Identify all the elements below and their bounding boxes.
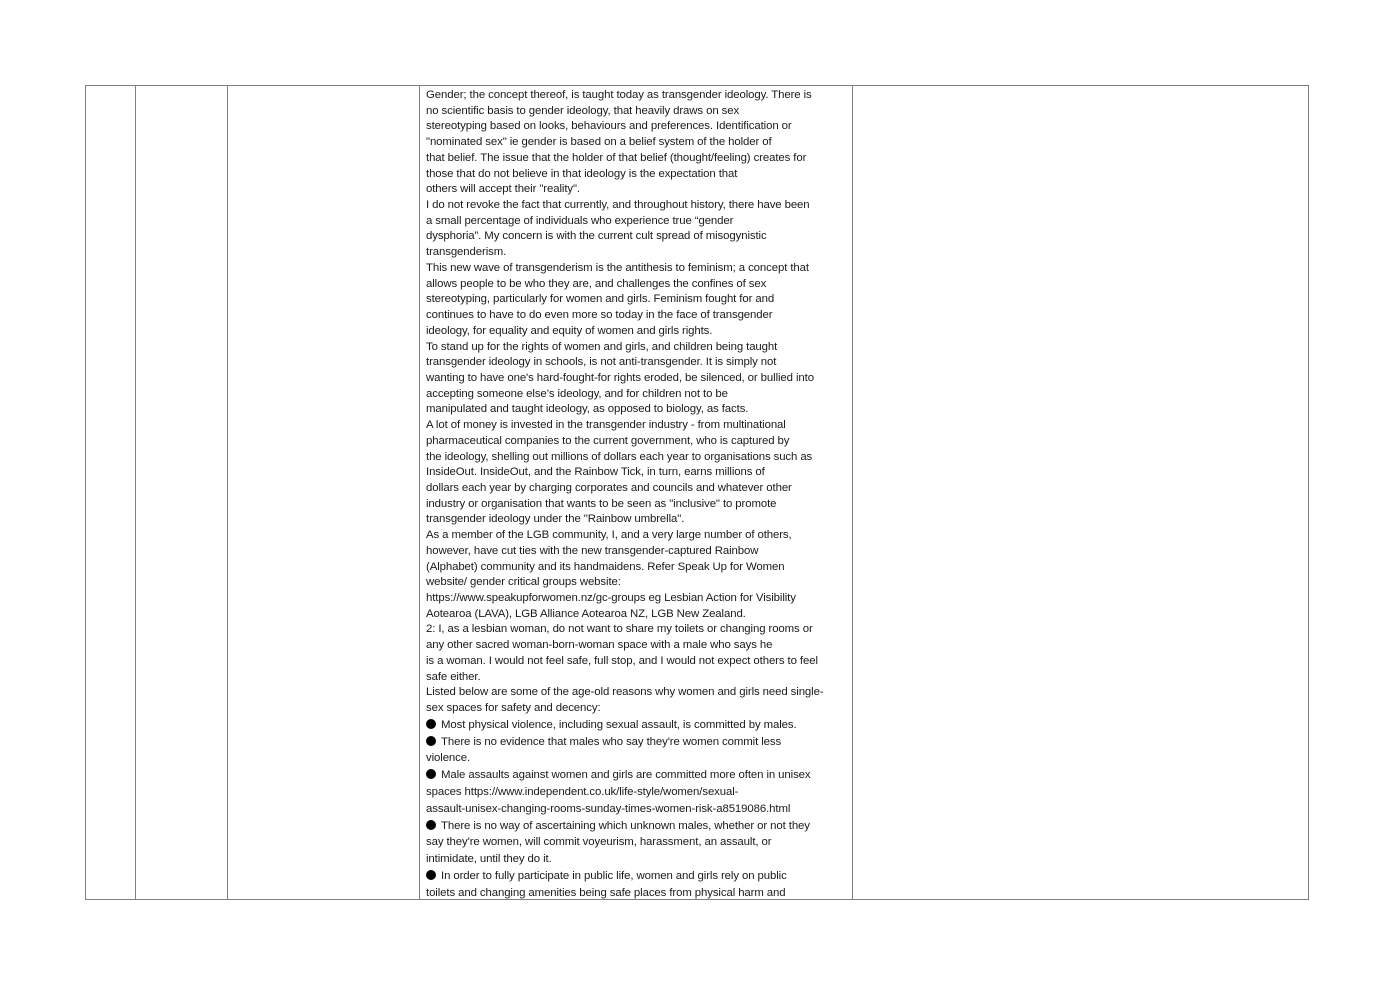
text-line: Aotearoa (LAVA), LGB Alliance Aotearoa NZ, LGB New Zealand. bbox=[426, 607, 746, 620]
table-column-5 bbox=[853, 86, 1308, 899]
bullet-icon bbox=[426, 736, 436, 746]
text-line: manipulated and taught ideology, as opposed to biology, as facts. bbox=[426, 403, 749, 416]
bullet-text: intimidate, until they do it. bbox=[426, 853, 552, 866]
text-line: continues to have to do even more so today in the face of transgender bbox=[426, 309, 773, 322]
bullet-text: In order to fully participate in public life, women and girls rely on public bbox=[441, 869, 787, 882]
document-table bbox=[85, 85, 1309, 900]
list-item bbox=[426, 818, 846, 868]
table-column-3 bbox=[228, 86, 420, 899]
bullet-text: Male assaults against women and girls are committed more often in unisex bbox=[441, 769, 811, 782]
list-item bbox=[426, 868, 846, 899]
bullet-text: Most physical violence, including sexual assault, is committed by males. bbox=[441, 718, 797, 731]
text-line: the ideology, shelling out millions of dollars each year to organisations such as bbox=[426, 450, 813, 463]
bullet-text: violence. bbox=[426, 752, 471, 765]
submission-text-cell bbox=[420, 86, 853, 899]
paragraph-lines bbox=[426, 88, 846, 717]
text-line: however, have cut ties with the new transgender-captured Rainbow bbox=[426, 544, 759, 557]
bullet-text: There is no evidence that males who say they're women commit less bbox=[441, 735, 782, 748]
text-line: sex spaces for safety and decency: bbox=[426, 702, 601, 715]
text-line: is a woman. I would not feel safe, full stop, and I would not expect others to feel bbox=[426, 654, 818, 667]
list-item bbox=[426, 717, 846, 734]
text-line: transgender ideology under the "Rainbow umbrella". bbox=[426, 513, 685, 526]
text-line: website/ gender critical groups website: bbox=[426, 576, 621, 589]
text-line: that belief. The issue that the holder of that belief (thought/feeling) creates for bbox=[426, 151, 807, 164]
text-line: safe either. bbox=[426, 670, 481, 683]
text-line: allows people to be who they are, and challenges the confines of sex bbox=[426, 277, 767, 290]
table-column-2 bbox=[136, 86, 228, 899]
text-line: "nominated sex" ie gender is based on a belief system of the holder of bbox=[426, 136, 772, 149]
bullet-text: say they're women, will commit voyeurism, harassment, an assault, or bbox=[426, 836, 772, 849]
text-line: 2: I, as a lesbian woman, do not want to share my toilets or changing rooms or bbox=[426, 623, 813, 636]
text-line: stereotyping based on looks, behaviours and preferences. Identification or bbox=[426, 120, 792, 133]
list-item bbox=[426, 767, 846, 817]
text-line: Listed below are some of the age-old reasons why women and girls need single- bbox=[426, 686, 824, 699]
text-line: (Alphabet) community and its handmaidens. Refer Speak Up for Women bbox=[426, 560, 785, 573]
text-line: dollars each year by charging corporates and councils and whatever other bbox=[426, 481, 792, 494]
text-line: ideology, for equality and equity of women and girls rights. bbox=[426, 324, 713, 337]
bullet-text: There is no way of ascertaining which unknown males, whether or not they bbox=[441, 819, 810, 832]
list-item bbox=[426, 734, 846, 768]
text-line: To stand up for the rights of women and girls, and children being taught bbox=[426, 340, 778, 353]
text-line: I do not revoke the fact that currently, and throughout history, there have been bbox=[426, 199, 810, 212]
text-line: https://www.speakupforwomen.nz/gc-groups eg Lesbian Action for Visibility bbox=[426, 592, 796, 604]
text-line: wanting to have one's hard-fought-for rights eroded, be silenced, or bullied into bbox=[426, 371, 814, 384]
text-line: transgenderism. bbox=[426, 246, 507, 259]
text-line: a small percentage of individuals who experience true “gender bbox=[426, 214, 734, 227]
text-line: As a member of the LGB community, I, and a very large number of others, bbox=[426, 529, 792, 542]
text-line: pharmaceutical companies to the current government, who is captured by bbox=[426, 434, 790, 447]
text-line: others will accept their "reality". bbox=[426, 183, 580, 196]
bullet-icon bbox=[426, 719, 436, 729]
bullet-icon bbox=[426, 870, 436, 880]
bullet-list bbox=[426, 717, 846, 899]
bullet-text: toilets and changing amenities being safe places from physical harm and bbox=[426, 886, 786, 899]
text-line: A lot of money is invested in the transgender industry - from multinational bbox=[426, 419, 786, 432]
text-line: Gender; the concept thereof, is taught today as transgender ideology. There is bbox=[426, 89, 812, 101]
table-column-1 bbox=[86, 86, 136, 899]
text-line: This new wave of transgenderism is the antithesis to feminism; a concept that bbox=[426, 261, 809, 274]
text-line: accepting someone else’s ideology, and for children not to be bbox=[426, 387, 728, 400]
text-line: any other sacred woman-born-woman space with a male who says he bbox=[426, 639, 773, 652]
text-line: dysphoria”. My concern is with the current cult spread of misogynistic bbox=[426, 230, 767, 243]
text-line: those that do not believe in that ideology is the expectation that bbox=[426, 167, 738, 180]
bullet-icon bbox=[426, 769, 436, 779]
bullet-text: spaces https://www.independent.co.uk/life-style/women/sexual- bbox=[426, 785, 739, 798]
text-line: industry or organisation that wants to be seen as "inclusive" to promote bbox=[426, 497, 777, 510]
text-line: stereotyping, particularly for women and girls. Feminism fought for and bbox=[426, 293, 775, 306]
text-line: no scientific basis to gender ideology, that heavily draws on sex bbox=[426, 104, 740, 117]
bullet-icon bbox=[426, 820, 436, 830]
text-line: transgender ideology in schools, is not anti-transgender. It is simply not bbox=[426, 356, 777, 369]
text-line: InsideOut. InsideOut, and the Rainbow Tick, in turn, earns millions of bbox=[426, 466, 765, 479]
bullet-text: assault-unisex-changing-rooms-sunday-times-women-risk-a8519086.html bbox=[426, 802, 791, 815]
